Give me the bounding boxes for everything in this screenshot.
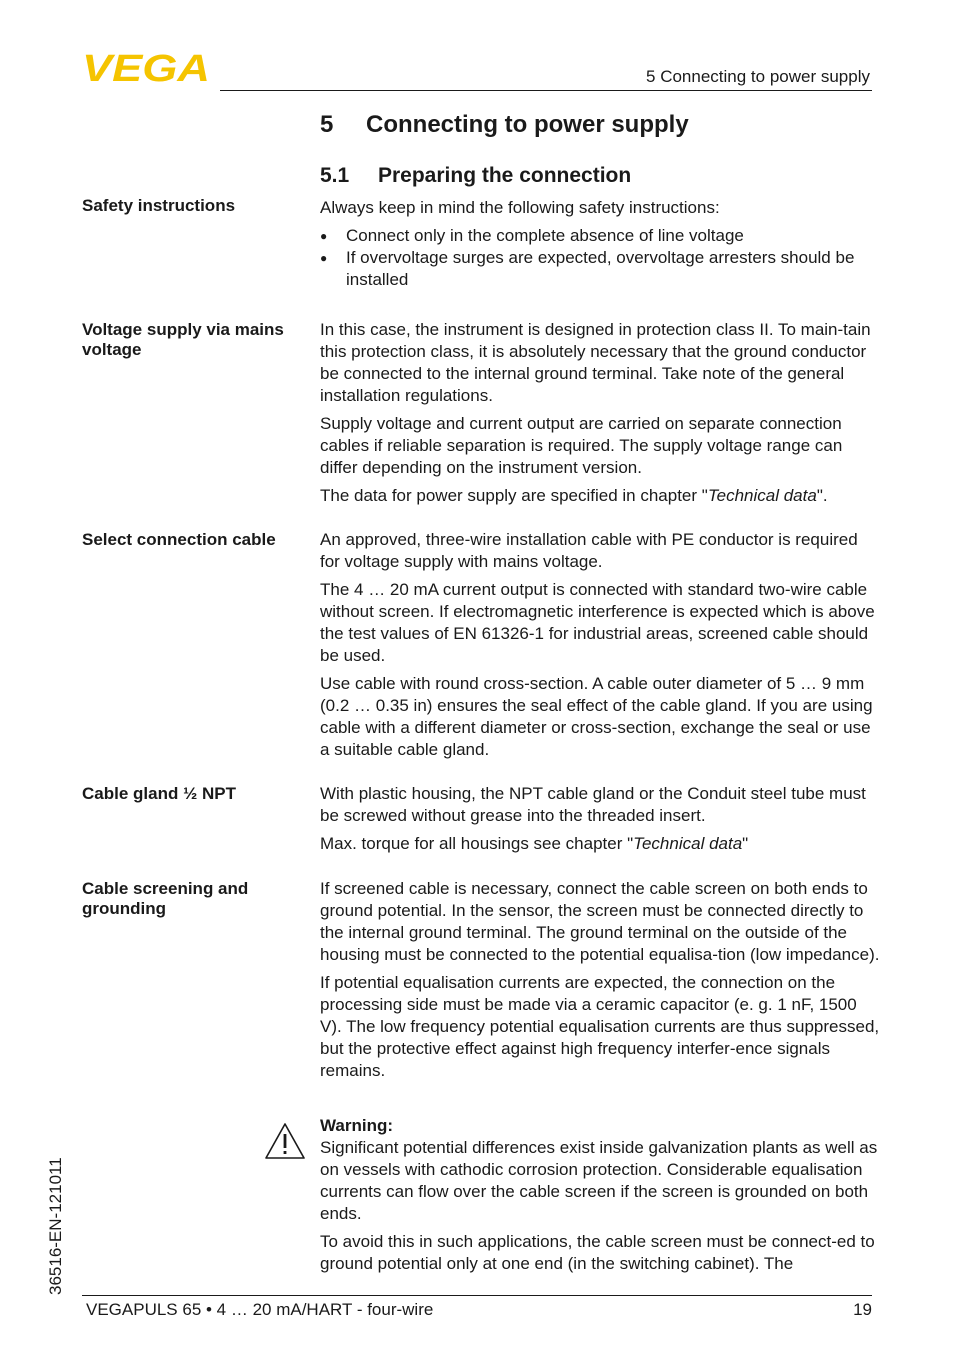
side-label-connection-cable: Select connection cable (82, 530, 276, 549)
reference-text: ". (816, 486, 828, 505)
chapter-reference: Technical data (707, 486, 817, 505)
warning-body (320, 1115, 880, 1281)
side-label-voltage-supply: Voltage supply via mains voltage (82, 320, 284, 359)
list-item: ● If overvoltage surges are expected, overvoltage arresters should be installed (320, 247, 880, 291)
footer-rule (82, 1295, 872, 1296)
document-id: 36516-EN-121011 (46, 1157, 65, 1295)
chapter-number: 5 (320, 111, 334, 138)
reference-text: Max. torque for all housings see chapter " (320, 834, 634, 853)
paragraph: Always keep in mind the following safety instructions: (320, 198, 720, 217)
side-label-cable-gland: Cable gland ½ NPT (82, 784, 236, 803)
paragraph: With plastic housing, the NPT cable gland or the Conduit steel tube must be screwed without grease into the threaded insert. (320, 784, 866, 825)
paragraph: Significant potential differences exist inside galvanization plants as well as on vessels with cathodic corrosion protection. Considerable equalisation currents can flow over the cable screen if the screen is grounded on both ends. (320, 1138, 878, 1223)
connection-cable-body (320, 529, 880, 767)
reference-paragraph (320, 485, 880, 507)
section-title (320, 164, 631, 188)
footer-product: VEGAPULS 65 • 4 … 20 mA/HART - four-wire (86, 1300, 434, 1319)
warning-heading: Warning: (320, 1116, 394, 1135)
paragraph: In this case, the instrument is designed in protection class II. To main-tain this protection class, it is absolutely necessary that the ground conductor be connected to the internal ground terminal. Take note of the general installation regulations. (320, 320, 871, 405)
chapter-title-text: Connecting to power supply (366, 111, 689, 138)
reference-text: " (742, 834, 749, 853)
list-item: ● Connect only in the complete absence of line voltage (320, 225, 880, 247)
cable-screening-body (320, 878, 880, 1088)
voltage-supply-body (320, 319, 880, 513)
side-label-safety: Safety instructions (82, 196, 236, 215)
paragraph: Use cable with round cross-section. A cable outer diameter of 5 … 9 mm (0.2 … 0.35 in) ensures the seal effect of the cable gland. If you are using cable with a different diameter or cross-section, exchange the seal or use a suitable cable gland. (320, 674, 873, 759)
page-number: 19 (853, 1300, 872, 1319)
paragraph: To avoid this in such applications, the cable screen must be connect-ed to ground potential only at one end (in the switching cabinet). The (320, 1232, 875, 1273)
section-title-text: Preparing the connection (378, 164, 632, 187)
running-header: 5 Connecting to power supply (646, 67, 870, 86)
reference-text: The data for power supply are specified in chapter " (320, 486, 708, 505)
paragraph: If screened cable is necessary, connect the cable screen on both ends to ground potential. In the sensor, the screen must be connected directly to the internal ground terminal. The ground terminal on the outside of the housing must be connected to the potential equalisa-tion (low impedance). (320, 879, 880, 964)
chapter-reference: Technical data (633, 834, 743, 853)
reference-paragraph (320, 833, 880, 855)
vega-logo (82, 50, 212, 84)
warning-triangle-icon (264, 1122, 306, 1160)
cable-gland-body (320, 783, 880, 861)
chapter-title (320, 111, 689, 139)
paragraph: An approved, three-wire installation cable with PE conductor is required for voltage supply with mains voltage. (320, 530, 858, 571)
paragraph: If potential equalisation currents are expected, the connection on the processing side must be made via a ceramic capacitor (e. g. 1 nF, 1500 V). The low frequency potential equalisation currents are thus suppressed, but the protective effect against high frequency interfer-ence signals remains. (320, 973, 880, 1080)
header-rule (220, 90, 872, 91)
paragraph: The 4 … 20 mA current output is connected with standard two-wire cable without screen. If electromagnetic interference is expected which is above the test values of EN 61326-1 for industrial areas, screened cable should be used. (320, 580, 875, 665)
vega-logo-text: VEGA (82, 50, 210, 84)
section-number: 5.1 (320, 164, 350, 187)
side-label-cable-screening: Cable screening and grounding (82, 879, 249, 918)
safety-instructions-body (320, 197, 880, 291)
paragraph: Supply voltage and current output are carried on separate connection cables if reliable separation is required. The supply voltage range can differ depending on the instrument version. (320, 414, 843, 477)
safety-bullet-list (320, 225, 880, 291)
